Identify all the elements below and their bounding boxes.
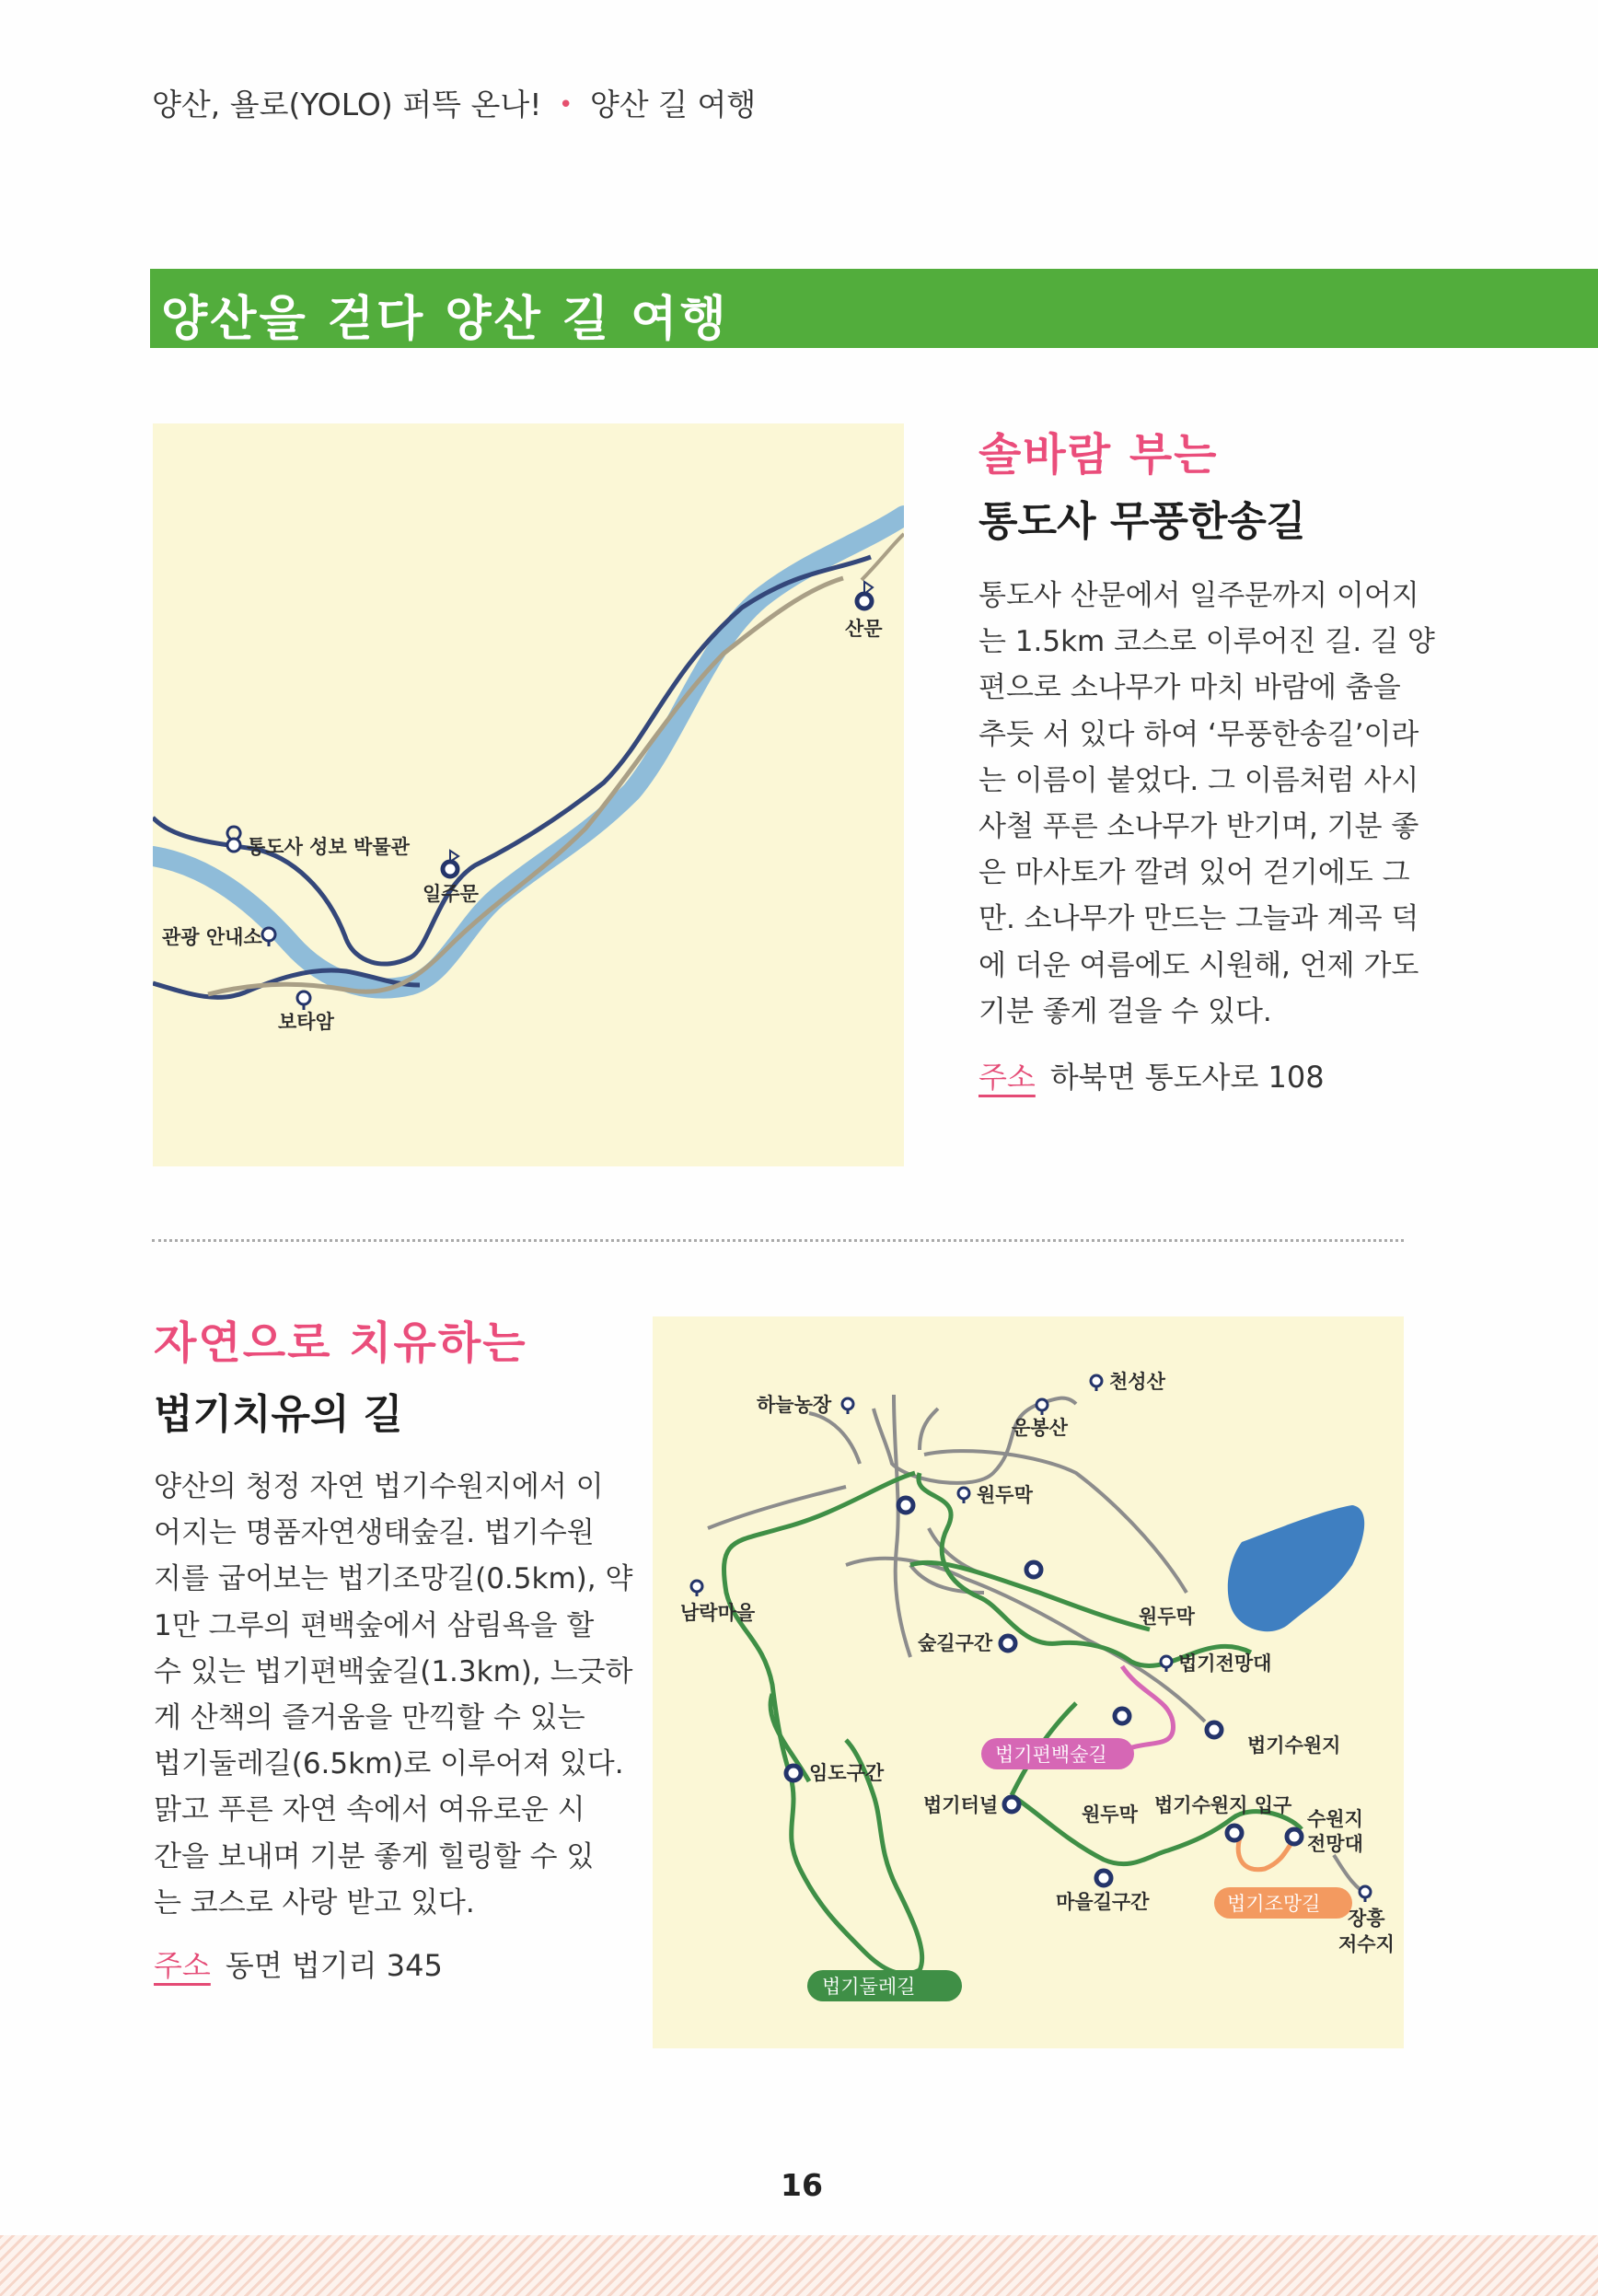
address-label: 주소	[978, 1060, 1036, 1095]
series-title: 양산, 욜로(YOLO) 퍼뜩 온나!	[152, 87, 542, 122]
wondumak-1-pin-icon	[958, 1488, 969, 1503]
gray-road	[894, 1395, 910, 1657]
description-line: 는 이름이 붙었다. 그 이름처럼 사시	[978, 763, 1419, 797]
forest-road-section-label: 임도구간	[809, 1762, 885, 1784]
station-marker	[1115, 1709, 1129, 1723]
station-marker	[1026, 1562, 1041, 1577]
wondumak-2-label: 원두막	[1139, 1606, 1195, 1628]
gray-road	[874, 1398, 1076, 1483]
description-line: 는 코스로 사랑 받고 있다.	[154, 1885, 475, 1919]
observatory-pin-icon	[1161, 1656, 1172, 1672]
trail-2-address	[154, 1942, 443, 1985]
decorative-bottom-band	[0, 2235, 1598, 2296]
reservoir-viewpoint-label-2: 전망대	[1307, 1833, 1363, 1855]
station-marker	[898, 1498, 913, 1513]
description-line: 통도사 산문에서 일주문까지 이어지	[978, 579, 1419, 612]
pill-pyeonbaek	[981, 1738, 1134, 1769]
trail-1-kicker: 솔바람 부는	[978, 429, 1219, 481]
description-line: 만. 소나무가 만드는 그늘과 계곡 덕	[978, 902, 1419, 936]
road-tan	[208, 578, 843, 994]
beopgi-map	[653, 1316, 1404, 2048]
page-number: 16	[781, 2167, 823, 2203]
unbongsan-pin-icon	[1036, 1399, 1048, 1415]
trail-1-address	[978, 1054, 1325, 1096]
forest-section-label: 숲길구간	[918, 1632, 993, 1654]
beopgi-map-drawing	[653, 1316, 1404, 2048]
trail-2-title: 법기치유의 길	[154, 1391, 403, 1438]
iljumun-marker	[443, 851, 458, 876]
botaam-pin-icon	[297, 991, 310, 1010]
trail-2-kicker: 자연으로 치유하는	[154, 1317, 527, 1369]
address-value: 하북면 통도사로 108	[1049, 1060, 1325, 1095]
tongdosa-map	[153, 423, 904, 1166]
banner-title: 양산을 걷다 양산 길 여행	[161, 292, 729, 347]
station-marker	[786, 1766, 801, 1780]
trail-1-description	[978, 573, 1435, 1035]
station-marker	[1207, 1722, 1222, 1737]
river	[153, 516, 904, 989]
description-line: 추듯 서 있다 하여 ‘무풍한송길’이라	[978, 717, 1419, 751]
description-line: 맑고 푸른 자연 속에서 여유로운 시	[154, 1793, 585, 1827]
gray-road	[708, 1487, 846, 1528]
tunnel-label: 법기터널	[923, 1794, 999, 1816]
reservoir-viewpoint-label-1: 수원지	[1307, 1808, 1363, 1830]
description-line: 법기둘레길(6.5km)로 이루어져 있다.	[154, 1747, 624, 1781]
reservoir-entrance-label: 법기수원지 입구	[1154, 1794, 1292, 1816]
address-value: 동면 법기리 345	[225, 1948, 443, 1983]
gray-road	[924, 1451, 1187, 1593]
description-line: 게 산책의 즐거움을 만끽할 수 있는	[154, 1701, 585, 1735]
haneul-farm-pin-icon	[842, 1398, 853, 1414]
info-center-label: 관광 안내소	[162, 926, 262, 948]
info-center-pin-icon	[262, 928, 275, 946]
museum-pin-icon	[227, 827, 240, 852]
village-section-label: 마을길구간	[1056, 1891, 1150, 1913]
wondumak-1-label: 원두막	[977, 1484, 1033, 1506]
description-line: 지를 굽어보는 법기조망길(0.5km), 약	[154, 1562, 633, 1596]
header-separator: •	[558, 91, 573, 119]
haneul-farm-label: 하늘농장	[757, 1394, 832, 1416]
wondumak-3-label: 원두막	[1082, 1803, 1138, 1826]
trail-1-title: 통도사 무풍한송길	[978, 498, 1306, 545]
description-line: 는 1.5km 코스로 이루어진 길. 길 양	[978, 625, 1435, 659]
museum-label: 통도사 성보 박물관	[247, 836, 410, 858]
description-line: 사철 푸른 소나무가 반기며, 기분 좋	[978, 810, 1419, 844]
description-line: 수 있는 법기편백숲길(1.3km), 느긋하	[154, 1654, 633, 1688]
pill-jomang	[1214, 1887, 1352, 1919]
tongdosa-map-drawing	[153, 423, 904, 1166]
sanmun-marker	[857, 582, 873, 609]
description-line: 에 더운 여름에도 시원해, 언제 가도	[978, 948, 1419, 982]
iljumun-label: 일주문	[423, 883, 479, 905]
station-marker	[1004, 1797, 1019, 1812]
trail-2-description	[154, 1464, 633, 1926]
namnak-village-label: 남락마을	[680, 1602, 756, 1624]
description-line: 기분 좋게 걸을 수 있다.	[978, 994, 1272, 1028]
pill-dulle	[807, 1970, 962, 2001]
station-marker	[1001, 1636, 1015, 1651]
gray-road	[920, 1409, 938, 1450]
section-banner	[150, 269, 1598, 348]
jangheung-label-2: 저수지	[1338, 1933, 1395, 1955]
namnak-village-pin-icon	[691, 1581, 702, 1596]
green-trail	[724, 1473, 922, 1974]
jangheung-label-1: 장흥	[1348, 1908, 1385, 1930]
pill-pyeonbaek-text: 법기편백숲길	[995, 1744, 1107, 1766]
station-marker	[1287, 1829, 1302, 1844]
station-marker	[1096, 1871, 1111, 1885]
jangheung-pin-icon	[1360, 1886, 1371, 1902]
description-line: 양산의 청정 자연 법기수원지에서 이	[154, 1470, 604, 1503]
pill-dulle-text: 법기둘레길	[822, 1976, 916, 1998]
description-line: 간을 보내며 기분 좋게 힐링할 수 있	[154, 1839, 595, 1873]
reservoir-shape	[1228, 1505, 1364, 1631]
address-label: 주소	[154, 1948, 211, 1983]
observatory-label: 법기전망대	[1178, 1652, 1272, 1675]
botaam-label: 보타암	[278, 1011, 334, 1033]
unbongsan-label: 운봉산	[1012, 1417, 1068, 1439]
cheonseongsan-label: 천성산	[1109, 1371, 1165, 1393]
section-title: 양산 길 여행	[589, 87, 757, 122]
cheonseongsan-pin-icon	[1091, 1375, 1102, 1391]
description-line: 은 마사토가 깔려 있어 걷기에도 그	[978, 856, 1410, 890]
section-divider	[152, 1239, 1404, 1242]
sanmun-label: 산문	[845, 618, 883, 640]
gray-road	[809, 1413, 860, 1464]
pill-jomang-text: 법기조망길	[1227, 1893, 1321, 1915]
running-header	[152, 81, 756, 124]
description-line: 편으로 소나무가 마치 바람에 춤을	[978, 671, 1401, 705]
station-marker	[1227, 1826, 1242, 1840]
description-line: 어지는 명품자연생태숲길. 법기수원	[154, 1516, 595, 1550]
description-line: 1만 그루의 편백숲에서 삼림욕을 할	[154, 1608, 595, 1642]
reservoir-label: 법기수원지	[1247, 1734, 1341, 1757]
